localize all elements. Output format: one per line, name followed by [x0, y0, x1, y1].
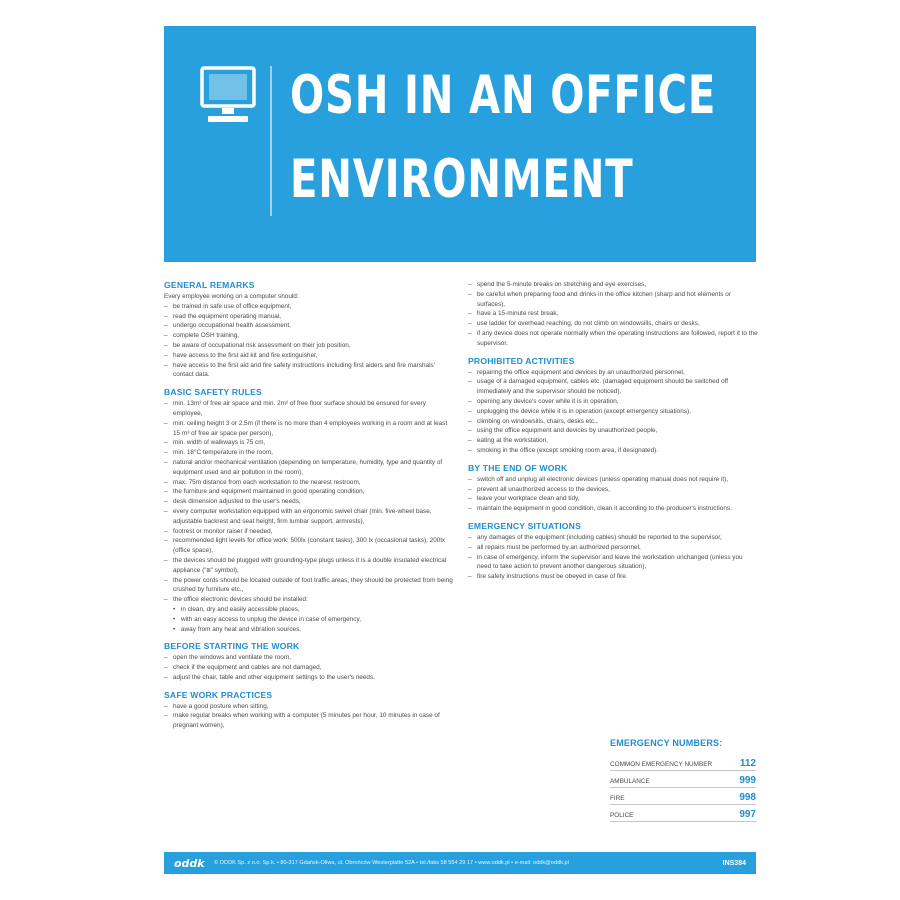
safe-practices-list — [164, 702, 454, 731]
end-of-work-heading: BY THE END OF WORK — [468, 462, 568, 473]
emergency-phone-number: 112 — [739, 758, 756, 769]
list-item: – the power cords should be located outside of foot traffic areas, they should be protected from being crushed by furniture etc., — [164, 576, 454, 596]
list-item: – be trained in safe use of office equipment, — [164, 302, 454, 312]
list-item: – fire safety instructions must be obeyed in case of fire. — [468, 572, 758, 582]
before-work-list — [164, 653, 454, 682]
list-item: – max. 75m distance from each workstation to the nearest restroom, — [164, 478, 454, 488]
list-item: – eating at the workstation, — [468, 436, 758, 446]
list-item: – open the windows and ventilate the room, — [164, 653, 454, 663]
list-item: – footrest or monitor raiser if needed, — [164, 527, 454, 537]
list-item: – every computer workstation equipped with an ergonomic swivel chair (min. five-wheel base, adjustable backrest and seat height, firm lumbar support, armrests), — [164, 507, 454, 527]
list-item: – min. 13m³ of free air space and min. 2m² of free floor surface should be ensured for every employee, — [164, 399, 454, 419]
list-item: – repairing the office equipment and devices by an unauthorized personnel, — [468, 368, 758, 378]
emergency-service-name: AMBULANCE — [610, 778, 650, 785]
list-item: – min. 18°C temperature in the room, — [164, 448, 454, 458]
list-item: – the furniture and equipment maintained in good operating condition, — [164, 487, 454, 497]
list-item: – maintain the equipment in good condition, clean it according to the producer's instructions. — [468, 504, 758, 514]
list-item: – have a 15-minute rest break, — [468, 309, 758, 319]
list-item: – read the equipment operating manual, — [164, 312, 454, 322]
safe-practices-continued-list — [468, 280, 758, 349]
list-item: – recommended light levels for office work: 500lx (constant tasks), 300 lx (occasional tasks), 200lx (office space), — [164, 536, 454, 556]
footer-bar — [164, 852, 756, 874]
list-item: • in clean, dry and easily accessible places, — [164, 605, 454, 615]
list-item: – using the office equipment and devices by unauthorized people, — [468, 426, 758, 436]
emergency-service-name: COMMON EMERGENCY NUMBER — [610, 761, 713, 768]
list-item: – prevent all unauthorized access to the devices, — [468, 485, 758, 495]
emergency-number-row — [610, 788, 756, 805]
emergency-situations-heading: EMERGENCY SITUATIONS — [468, 520, 582, 531]
list-item: • away from any heat and vibration sources. — [164, 625, 454, 635]
list-item: – the devices should be plugged with grounding-type plugs unless it is a double insulated electrical appliance ("⧈" symbol), — [164, 556, 454, 576]
list-item: – the office electronic devices should be installed: — [164, 595, 454, 605]
list-item: – desk dimension adjusted to the user's needs, — [164, 497, 454, 507]
list-item: – undergo occupational health assessment, — [164, 321, 454, 331]
left-column — [164, 276, 454, 731]
list-item: – have access to the first aid and fire safety instructions including first aiders and fire marshals' contact data. — [164, 361, 454, 381]
list-item: – check if the equipment and cables are not damaged, — [164, 663, 454, 673]
title-divider — [270, 66, 272, 216]
list-item: – use ladder for overhead reaching, do not climb on windowsills, chairs or desks, — [468, 319, 758, 329]
list-item: – be aware of occupational risk assessment on their job position, — [164, 341, 454, 351]
poster — [164, 26, 756, 876]
prohibited-list — [468, 368, 758, 456]
emergency-situations-list — [468, 533, 758, 582]
list-item: – be careful when preparing food and drinks in the office kitchen (sharp and hot elements or surfaces), — [468, 290, 758, 310]
emergency-service-name: POLICE — [610, 812, 634, 819]
list-item: – min. ceiling height 3 or 2.5m (if there is no more than 4 employees working in a room and at least 15 m³ of free air space per person), — [164, 419, 454, 439]
before-work-heading: BEFORE STARTING THE WORK — [164, 641, 300, 652]
list-item: – opening any device's cover while it is in operation, — [468, 397, 758, 407]
title-line-2: ENVIRONMENT — [290, 149, 634, 210]
basic-safety-heading: BASIC SAFETY RULES — [164, 387, 262, 398]
list-item: – switch off and unplug all electronic devices (unless operating manual does not require it), — [468, 475, 758, 485]
page-title — [290, 54, 717, 222]
list-item: – adjust the chair, table and other equipment settings to the user's needs. — [164, 673, 454, 683]
list-item: – usage of a damaged equipment, cables etc. (damaged equipment should be switched off immediately and the supervisor should be noticed), — [468, 377, 758, 397]
end-of-work-list — [468, 475, 758, 514]
list-item: – leave your workplace clean and tidy, — [468, 494, 758, 504]
emergency-numbers-box — [610, 738, 756, 822]
list-item: – in case of emergency, inform the supervisor and leave the workstation unchanged (unless you need to take action to prevent another dangerous situation), — [468, 553, 758, 573]
list-item: – climbing on windowsills, chairs, desks etc., — [468, 417, 758, 427]
list-item: – spend the 5-minute breaks on stretching and eye exercises, — [468, 280, 758, 290]
title-line-1: OSH IN AN OFFICE — [290, 65, 717, 126]
list-item: – unplugging the device while it is in operation (except emergency situations), — [468, 407, 758, 417]
general-remarks-heading: GENERAL REMARKS — [164, 280, 255, 290]
emergency-numbers-table — [610, 754, 756, 822]
emergency-phone-number: 998 — [739, 792, 756, 803]
list-item: – smoking in the office (except smoking room area, if designated). — [468, 446, 758, 456]
emergency-service-name: FIRE — [610, 795, 625, 802]
right-column — [468, 276, 758, 582]
safe-practices-heading: SAFE WORK PRACTICES — [164, 689, 273, 700]
list-item: – all repairs must be performed by an authorized personnel, — [468, 543, 758, 553]
list-item: • with an easy access to unplug the device in case of emergency, — [164, 615, 454, 625]
general-remarks-list — [164, 302, 454, 380]
list-item: – make regular breaks when working with a computer (5 minutes per hour, 10 minutes in case of pregnant women), — [164, 711, 454, 731]
list-item: – complete OSH training, — [164, 331, 454, 341]
monitor-icon — [200, 66, 256, 126]
prohibited-heading: PROHIBITED ACTIVITIES — [468, 355, 575, 366]
general-remarks-intro: Every employee working on a computer should: — [164, 293, 299, 300]
emergency-phone-number: 999 — [739, 775, 756, 786]
list-item: – have access to the first aid kit and fire extinguisher, — [164, 351, 454, 361]
oddk-logo: oddk — [174, 856, 205, 870]
list-item: – min. width of walkways is 75 cm, — [164, 438, 454, 448]
emergency-number-row — [610, 805, 756, 822]
basic-safety-list — [164, 399, 454, 634]
list-item: – if any device does not operate normally when the operating instructions are followed, report it to the supervisor. — [468, 329, 758, 349]
list-item: – any damages of the equipment (including cables) should be reported to the supervisor, — [468, 533, 758, 543]
list-item: – natural and/or mechanical ventilation (depending on temperature, humidity, type and quantity of equipment used and air pollution in the room), — [164, 458, 454, 478]
document-code: INS384 — [722, 859, 746, 867]
list-item: – have a good posture when sitting, — [164, 702, 454, 712]
emergency-number-row — [610, 754, 756, 771]
emergency-numbers-heading: EMERGENCY NUMBERS: — [610, 738, 723, 748]
title-banner — [164, 26, 756, 262]
emergency-phone-number: 997 — [739, 809, 756, 820]
footer-contact-text: © ODDK Sp. z o.o. Sp.k. • 80-317 Gdańsk-Oliwa, ul. Obrońców Westerplatte 52A • tel./faks 58 554 29 17 • www.oddk.pl • e-mail: oddk@oddk.pl — [214, 860, 569, 866]
emergency-number-row — [610, 771, 756, 788]
